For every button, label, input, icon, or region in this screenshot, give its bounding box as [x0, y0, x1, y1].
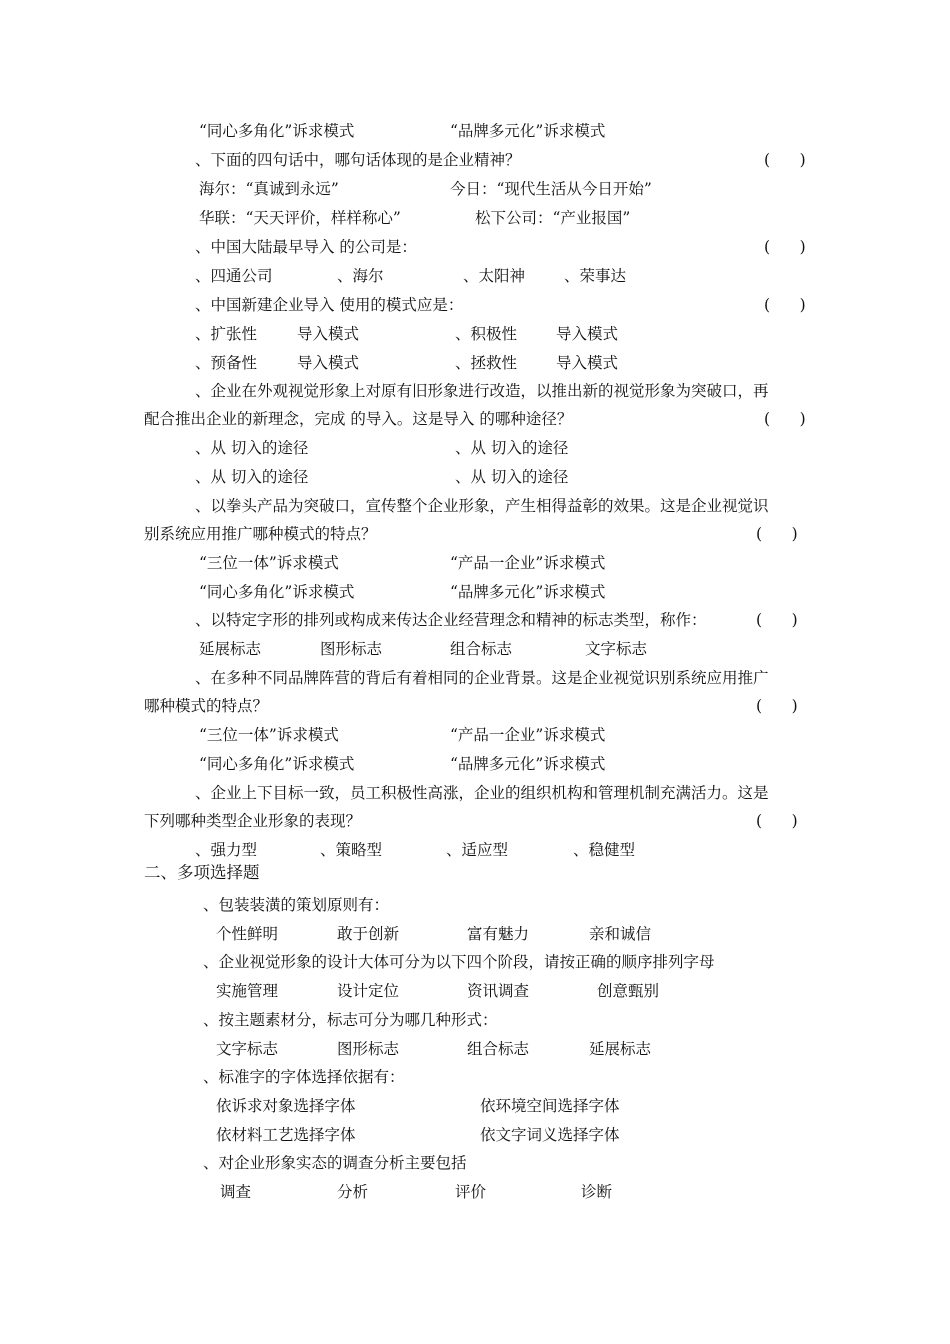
option-b: 设计定位: [337, 982, 400, 1000]
option-d: 亲和诚信: [589, 925, 652, 943]
question-stem-cont: 别系统应用推广哪种模式的特点？: [144, 525, 377, 543]
option-b: 、积极性: [455, 325, 518, 343]
question-stem: 、企业上下目标一致，员工积极性高涨，企业的组织机构和管理机制充满活力。这是: [195, 784, 769, 802]
option-d: 、荣事达: [564, 267, 627, 285]
question-stem-cont: 下列哪种类型企业形象的表现？: [144, 812, 362, 830]
answer-blank: ( ): [756, 697, 798, 715]
option-a: 、从 切入的途径: [195, 439, 309, 457]
option-a: 、强力型: [195, 841, 258, 859]
option-d-text: 导入模式: [556, 354, 619, 372]
question-stem: 、按主题素材分，标志可分为哪几种形式：: [203, 1011, 498, 1029]
option-a: 个性鲜明: [216, 925, 279, 943]
option-c: 、从 切入的途径: [195, 468, 309, 486]
answer-blank: ( ): [756, 611, 798, 629]
question-stem: 、标准字的字体选择依据有：: [203, 1068, 405, 1086]
option-d: 依文字词义选择字体: [480, 1126, 620, 1144]
option-b-text: 导入模式: [556, 325, 619, 343]
option-d: “品牌多元化”诉求模式: [450, 122, 606, 140]
option-d: 、从 切入的途径: [455, 468, 569, 486]
option-d: 文字标志: [585, 640, 648, 658]
option-a-text: 导入模式: [297, 325, 360, 343]
option-c: 组合标志: [467, 1040, 530, 1058]
answer-blank: ( ): [756, 812, 798, 830]
option-b: 敢于创新: [337, 925, 400, 943]
question-stem: 、中国大陆最早导入 的公司是：: [195, 238, 417, 256]
option-c-text: 导入模式: [297, 354, 360, 372]
option-d: “品牌多元化”诉求模式: [450, 755, 606, 773]
option-b: 图形标志: [337, 1040, 400, 1058]
question-stem: 、中国新建企业导入 使用的模式应是：: [195, 296, 464, 314]
option-c: 、适应型: [446, 841, 509, 859]
option-a: 、四通公司: [195, 267, 273, 285]
question-stem: 、对企业形象实态的调查分析主要包括: [203, 1154, 467, 1172]
question-stem: 、下面的四句话中，哪句话体现的是企业精神？: [195, 151, 521, 169]
option-d: “品牌多元化”诉求模式: [450, 583, 606, 601]
option-a: 延展标志: [199, 640, 262, 658]
question-stem: 、包装装潢的策划原则有：: [203, 896, 390, 914]
option-d: 、稳健型: [573, 841, 636, 859]
option-c: 依材料工艺选择字体: [216, 1126, 356, 1144]
option-b: “产品一企业”诉求模式: [450, 554, 606, 572]
question-stem-cont: 配合推出企业的新理念，完成 的导入。这是导入 的哪种途径？: [144, 410, 573, 428]
option-c: 、预备性: [195, 354, 258, 372]
question-stem: 、企业视觉形象的设计大体可分为以下四个阶段，请按正确的顺序排列字母: [203, 953, 715, 971]
option-a: “三位一体”诉求模式: [199, 726, 339, 744]
question-stem: 、以拳头产品为突破口，宣传整个企业形象，产生相得益彰的效果。这是企业视觉识: [195, 497, 769, 515]
option-b: 今日：“现代生活从今日开始”: [450, 180, 652, 198]
option-d: 、拯救性: [455, 354, 518, 372]
option-c: 评价: [455, 1183, 487, 1201]
option-c: 华联：“天天评价，样样称心”: [199, 209, 401, 227]
option-a: 文字标志: [216, 1040, 279, 1058]
option-c: 、太阳神: [463, 267, 526, 285]
question-stem: 、企业在外观视觉形象上对原有旧形象进行改造，以推出新的视觉形象为突破口，再: [195, 382, 769, 400]
option-c: “同心多角化”诉求模式: [199, 583, 355, 601]
option-c: 组合标志: [450, 640, 513, 658]
question-stem: 、在多种不同品牌阵营的背后有着相同的企业背景。这是企业视觉识别系统应用推广: [195, 669, 769, 687]
question-stem: 、以特定字形的排列或构成来传达企业经营理念和精神的标志类型，称作：: [195, 611, 707, 629]
option-b: 分析: [337, 1183, 369, 1201]
answer-blank: ( ): [764, 296, 806, 314]
option-c: 富有魅力: [467, 925, 530, 943]
option-b: 、从 切入的途径: [455, 439, 569, 457]
option-b: 图形标志: [320, 640, 383, 658]
option-a: 海尔：“真诚到永远”: [199, 180, 339, 198]
option-b: 、策略型: [320, 841, 383, 859]
section-title: 二、多项选择题: [144, 863, 260, 882]
answer-blank: ( ): [764, 151, 806, 169]
option-d: 延展标志: [589, 1040, 652, 1058]
option-b: 依环境空间选择字体: [480, 1097, 620, 1115]
option-a: “三位一体”诉求模式: [199, 554, 339, 572]
question-stem-cont: 哪种模式的特点？: [144, 697, 269, 715]
option-c: 资讯调查: [467, 982, 530, 1000]
answer-blank: ( ): [764, 238, 806, 256]
answer-blank: ( ): [764, 410, 806, 428]
answer-blank: ( ): [756, 525, 798, 543]
option-b: 、海尔: [337, 267, 384, 285]
option-a: 实施管理: [216, 982, 279, 1000]
option-a: 、扩张性: [195, 325, 258, 343]
option-d: 松下公司：“产业报国”: [475, 209, 631, 227]
option-d: 诊断: [581, 1183, 613, 1201]
option-d: 创意甄别: [597, 982, 660, 1000]
option-b: “产品一企业”诉求模式: [450, 726, 606, 744]
option-c: “同心多角化”诉求模式: [199, 122, 355, 140]
option-a: 调查: [220, 1183, 252, 1201]
option-c: “同心多角化”诉求模式: [199, 755, 355, 773]
option-a: 依诉求对象选择字体: [216, 1097, 356, 1115]
